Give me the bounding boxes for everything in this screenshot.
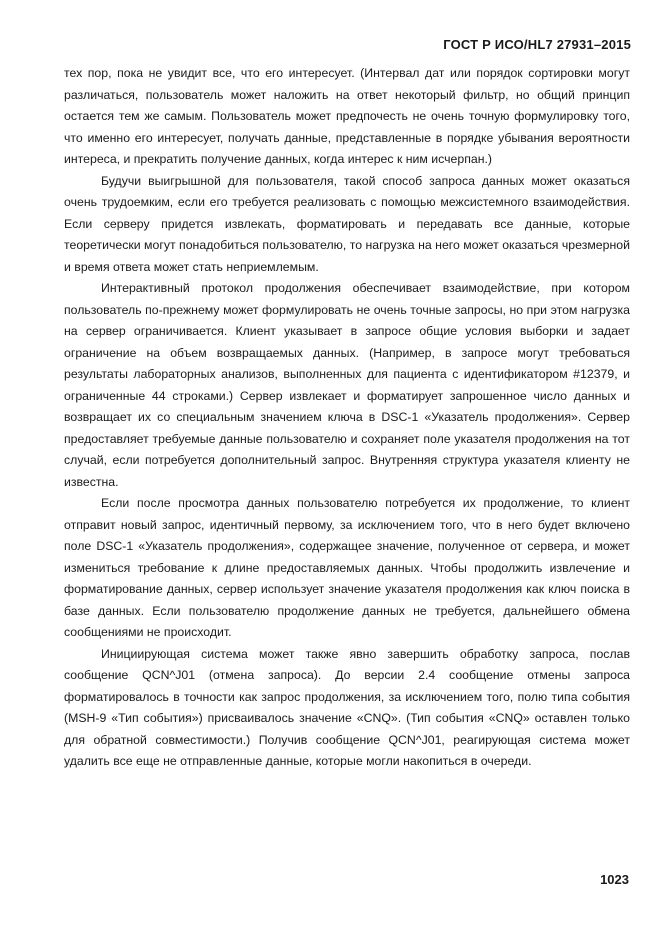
paragraph: Интерактивный протокол продолжения обеспечивает взаимодействие, при котором пользователь по-прежнему может формулировать не очень точные запросы, но при этом нагрузка на сервер ограничивается. Клиент указывает в запросе общие условия выборки и задает ограничение на объем возвращаемых данных. (Например, в запросе могут требоваться результаты лабораторных анализов, выполненных для пациента с идентификатором #12379, и ограниченные 44 строками.) Сервер извлекает и форматирует запрошенное число данных и возвращает их со специальным значением ключа в DSC-1 «Указатель продолжения». Сервер предоставляет требуемые данные пользователю и сохраняет поле указателя продолжения на тот случай, если потребуется дополнительный запрос. Внутренняя структура указателя клиенту не известна. <box>64 281 630 489</box>
paragraph: Если после просмотра данных пользователю потребуется их продолжение, то клиент отправит новый запрос, идентичный первому, за исключением того, что в него будет включено поле DSC-1 «Указатель продолжения», содержащее значение, полученное от сервера, и может измениться требование к длине предоставляемых данных. Чтобы продолжить извлечение и форматирование данных, сервер использует значение указателя продолжения как ключ поиска в базе данных. Если пользователю продолжение данных не требуется, дальнейшего обмена сообщениями не происходит. <box>64 496 630 639</box>
standard-header: ГОСТ Р ИСО/HL7 27931–2015 <box>443 37 631 52</box>
paragraph: Инициирующая система может также явно завершить обработку запроса, послав сообщение QCN^J01 (отмена запроса). До версии 2.4 сообщение отмены запроса форматировалось в точности как запрос продолжения, за исключением того, полю типа события (MSH-9 «Тип события») присваивалось значение «CNQ». (Тип события «CNQ» оставлен только для обратной совместимости.) Получив сообщение QCN^J01, реагирующая система может удалить все еще не отправленные данные, которые могли накопиться в очереди. <box>64 646 630 768</box>
paragraph: Будучи выигрышной для пользователя, такой способ запроса данных может оказаться очень трудоемким, если его требуется реализовать с помощью межсистемного взаимодействия. Если серверу придется извлекать, форматировать и передавать все данные, которые теоретически могут понадобиться пользователю, то нагрузка на него может оказаться чрезмерной и время ответа может стать неприемлемым. <box>64 173 630 274</box>
body-text <box>64 63 630 773</box>
paragraph-continuation: тех пор, пока не увидит все, что его интересует. (Интервал дат или порядок сортировки могут различаться, пользователь может наложить на ответ некоторый фильтр, но общий принцип остается тем же самым. Пользователь может предпочесть не очень точную формулировку того, что именно его интересует, получать данные, представленные в порядке убывания вероятности интереса, и прекратить получение данных, когда интерес к ним исчерпан.) <box>64 66 630 166</box>
page-number: 1023 <box>600 872 629 887</box>
